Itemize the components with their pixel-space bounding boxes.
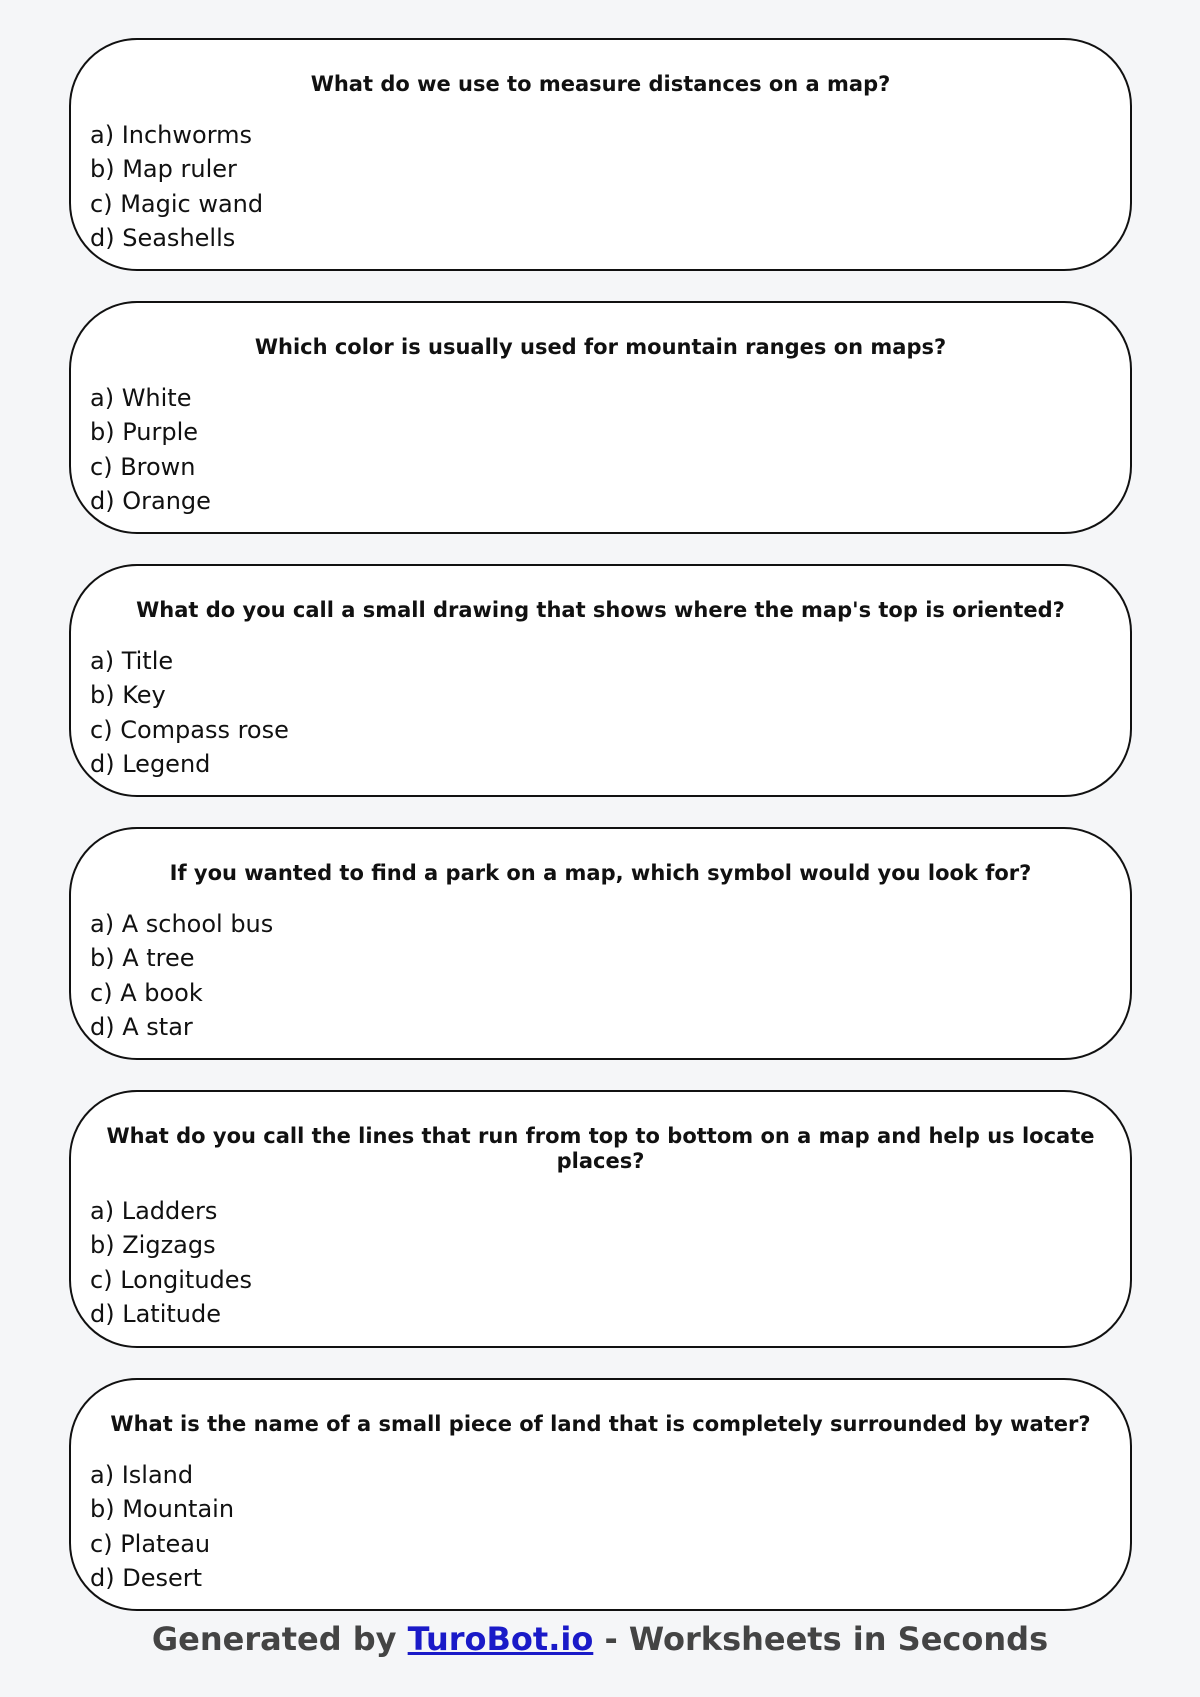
option-c: c) Plateau: [90, 1529, 211, 1558]
question-card-6: [69, 1378, 1132, 1611]
question-card-5: [69, 1090, 1132, 1348]
option-b: b) Mountain: [90, 1495, 235, 1524]
question-card-4: [69, 827, 1132, 1060]
option-list: [90, 644, 289, 782]
option-c: c) Compass rose: [90, 715, 289, 744]
question-text: What do you call the lines that run from top to bottom on a map and help us locate places?: [106, 1124, 1095, 1173]
option-c: c) Brown: [90, 452, 196, 481]
turobot-link[interactable]: TuroBot.io: [407, 1620, 594, 1658]
option-a: a) Title: [90, 647, 174, 675]
option-a: a) A school bus: [90, 910, 274, 938]
option-c: c) A book: [90, 978, 203, 1007]
option-b: b) Map ruler: [90, 155, 237, 184]
option-a: a) Island: [90, 1461, 194, 1489]
option-list: [90, 1458, 234, 1596]
option-c: c) Magic wand: [90, 189, 264, 218]
option-b: b) Zigzags: [90, 1231, 216, 1260]
footer-suffix: - Worksheets in Seconds: [593, 1620, 1049, 1658]
option-list: [90, 1194, 252, 1332]
option-b: b) A tree: [90, 944, 195, 973]
question-text: What do we use to measure distances on a map?: [310, 72, 891, 96]
option-list: [90, 381, 211, 519]
question-card-3: [69, 564, 1132, 797]
option-b: b) Purple: [90, 418, 199, 447]
option-d: d) Orange: [90, 487, 211, 516]
footer-prefix: Generated by: [151, 1620, 408, 1658]
option-a: a) White: [90, 384, 192, 412]
option-b: b) Key: [90, 681, 166, 710]
question-card-2: [69, 301, 1132, 534]
question-text: Which color is usually used for mountain ranges on maps?: [254, 335, 947, 359]
question-text: If you wanted to find a park on a map, which symbol would you look for?: [169, 861, 1032, 885]
option-list: [90, 907, 273, 1045]
footer: [0, 1617, 1200, 1661]
option-list: [90, 118, 263, 256]
option-d: d) Desert: [90, 1564, 203, 1593]
option-a: a) Ladders: [90, 1197, 218, 1225]
option-d: d) A star: [90, 1013, 193, 1042]
question-text: What is the name of a small piece of land that is completely surrounded by water?: [110, 1412, 1091, 1436]
option-d: d) Legend: [90, 750, 211, 779]
option-c: c) Longitudes: [90, 1265, 253, 1294]
option-d: d) Latitude: [90, 1300, 222, 1329]
option-a: a) Inchworms: [90, 121, 253, 149]
option-d: d) Seashells: [90, 224, 236, 253]
question-card-1: [69, 38, 1132, 271]
question-text: What do you call a small drawing that shows where the map's top is oriented?: [136, 598, 1065, 622]
